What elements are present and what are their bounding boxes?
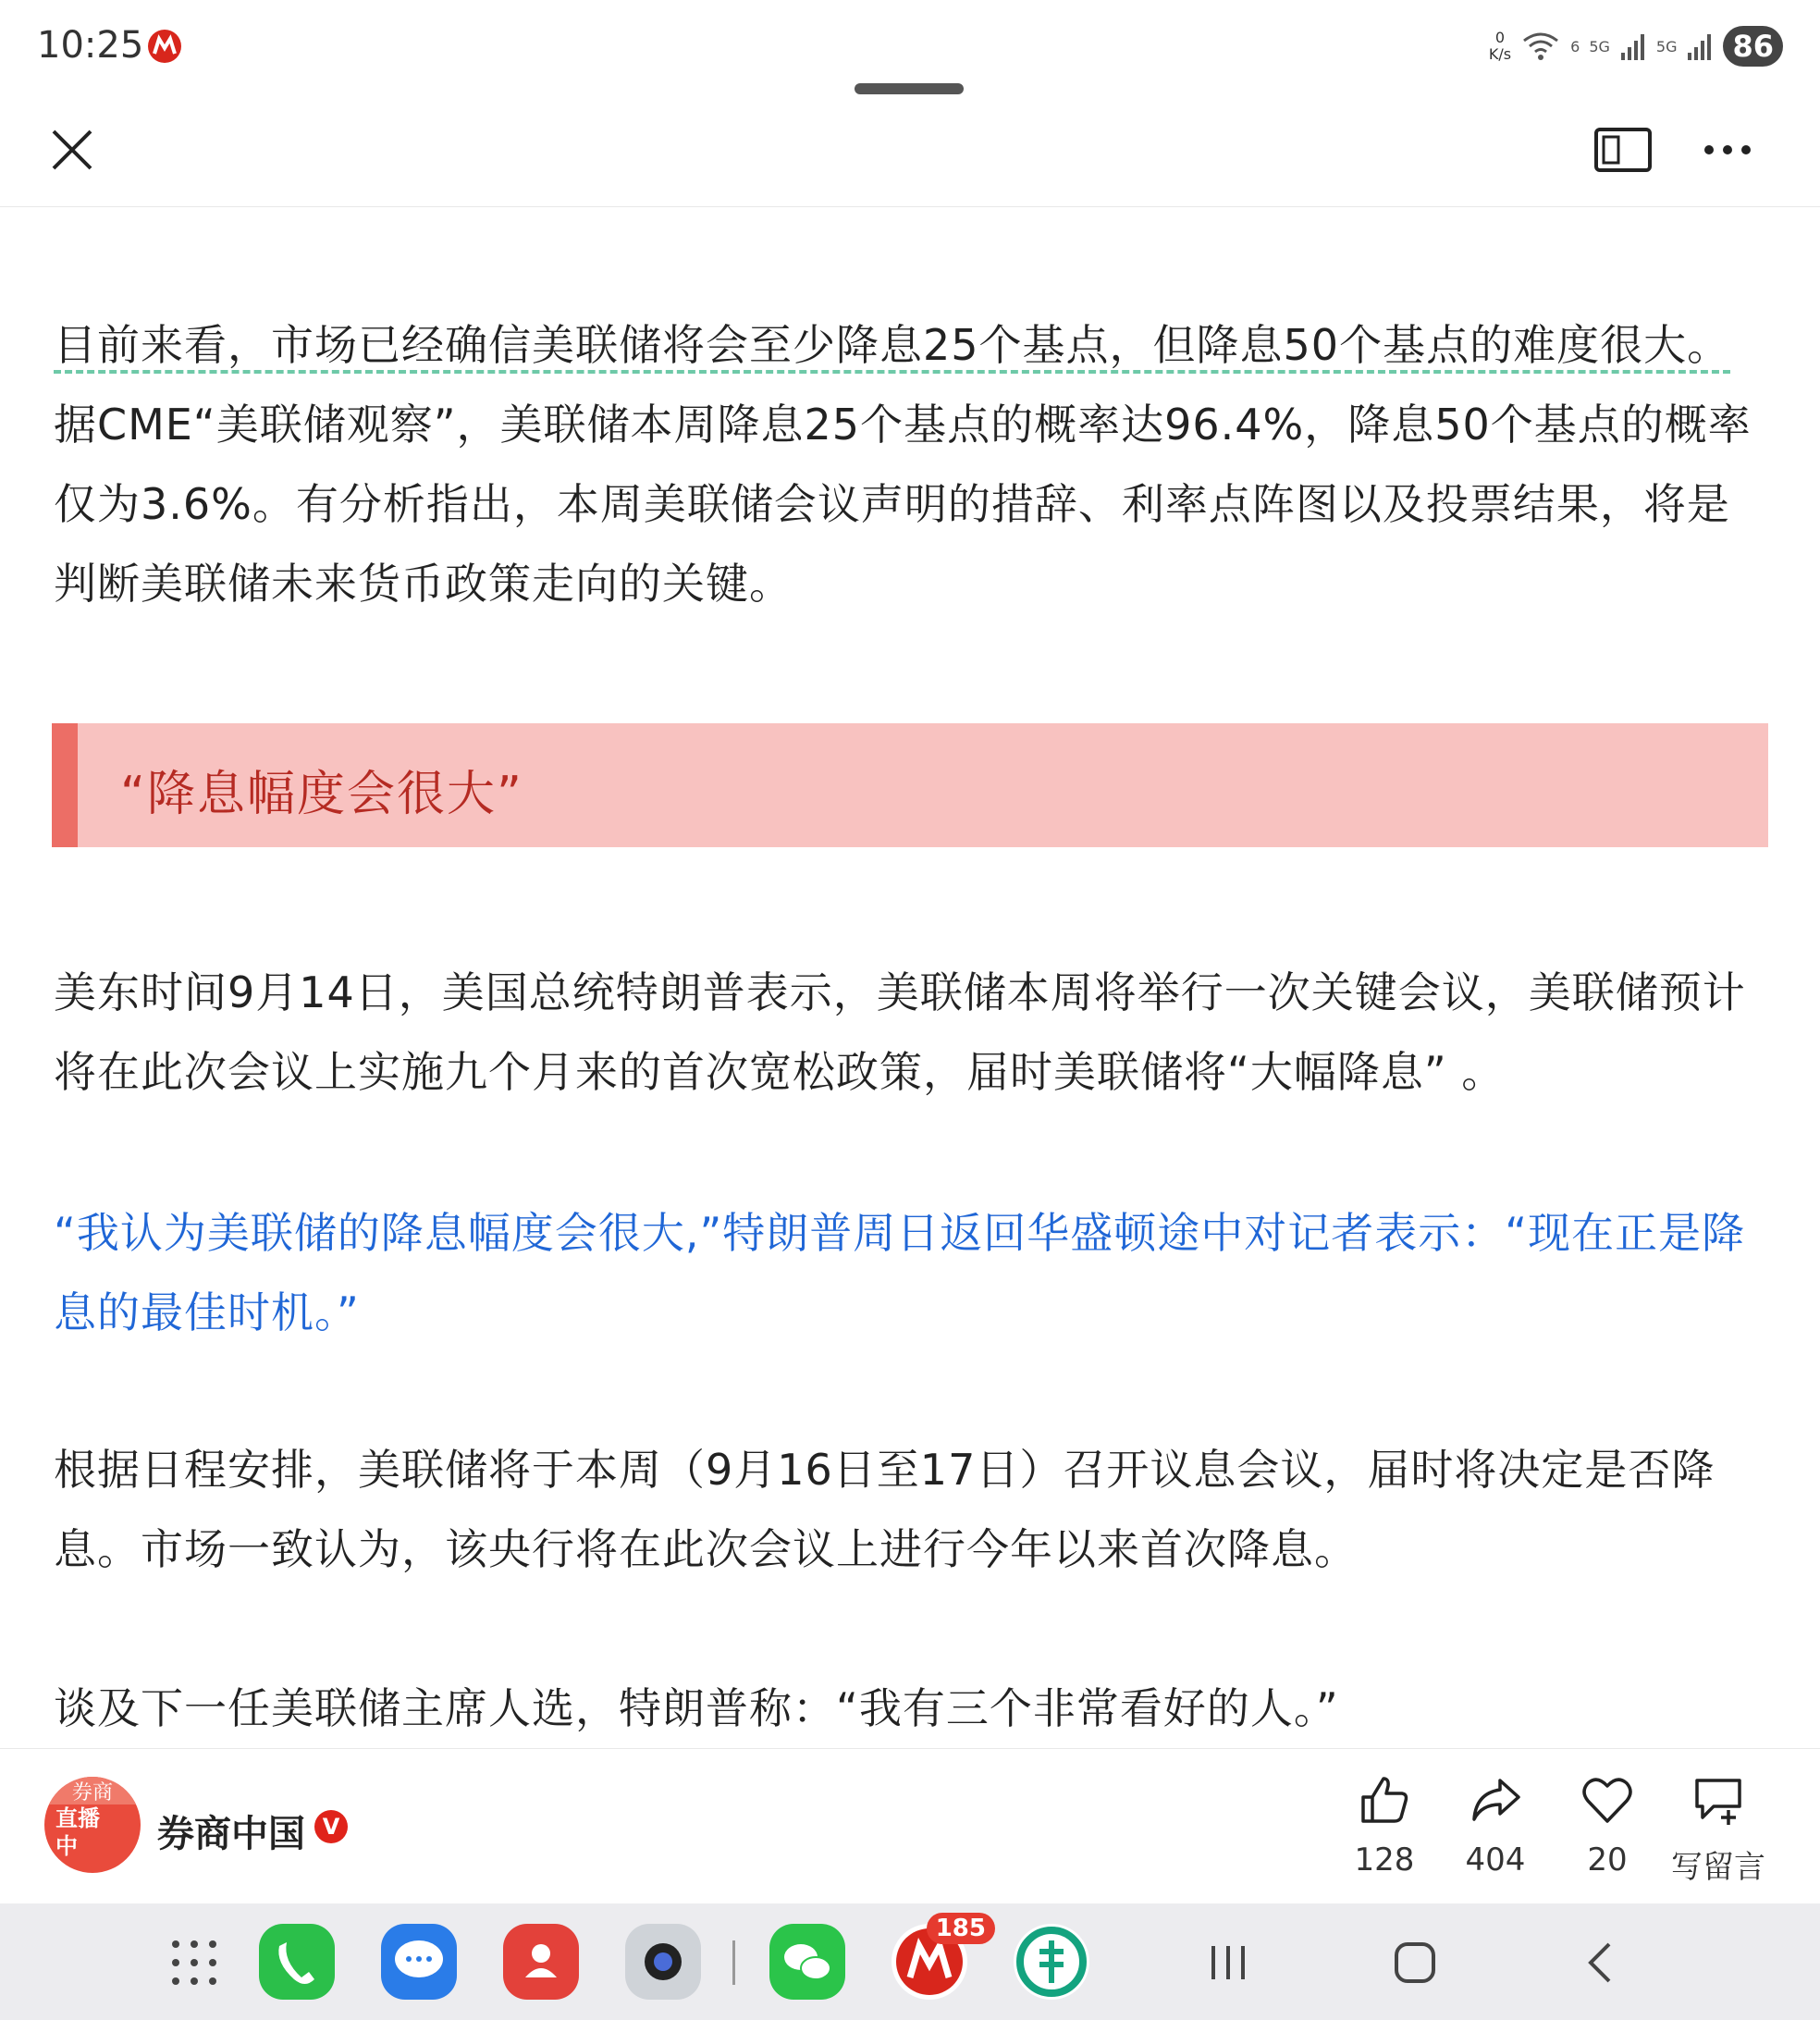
heart-icon <box>1580 1773 1634 1827</box>
more-icon[interactable] <box>1700 124 1755 176</box>
net-speed-unit: K/s <box>1488 45 1512 63</box>
write-comment-button[interactable] <box>1663 1773 1774 1887</box>
section-heading <box>52 723 1768 847</box>
camera-icon <box>625 1924 701 2000</box>
author-name[interactable]: 券商中国 <box>157 1813 305 1855</box>
net-speed <box>1489 30 1511 63</box>
top-toolbar <box>0 102 1820 207</box>
sheet-grabber[interactable] <box>855 83 964 94</box>
status-icons <box>1489 26 1783 67</box>
split-view-icon[interactable] <box>1592 124 1654 176</box>
article-paragraph-2: 美东时间9月14日，美国总统特朗普表示，美联储本周将举行一次关键会议，美联储预计将在此次会议上实施九个月来的首次宽松政策，届时美联储将“大幅降息” 。 <box>54 967 1746 1097</box>
messages-app-icon[interactable] <box>381 1924 457 2000</box>
signal-label-1: 5G <box>1589 37 1610 55</box>
phone-app-icon[interactable] <box>259 1924 335 2000</box>
live-label-line-1: 直播 <box>55 1805 100 1831</box>
live-label-line-2: 中 <box>55 1833 78 1859</box>
dock-divider <box>732 1940 735 1985</box>
highlighted-sentence[interactable]: 目前来看，市场已经确信美联储将会至少降息25个基点，但降息50个基点的难度很大。 <box>54 320 1730 374</box>
camera-app-icon[interactable] <box>625 1924 701 2000</box>
status-time: 10:25 <box>37 24 144 67</box>
thumbs-up-icon <box>1358 1773 1411 1827</box>
close-icon[interactable] <box>46 124 98 176</box>
heading-accent-bar <box>52 723 78 847</box>
signal-label-wifi: 6 <box>1570 37 1580 55</box>
net-speed-value: 0 <box>1494 29 1506 46</box>
favorite-button[interactable] <box>1552 1773 1663 1878</box>
section-heading-text: “降息幅度会很大” <box>120 767 523 822</box>
cmb-bank-app-icon[interactable] <box>892 1915 986 2000</box>
share-count: 404 <box>1465 1841 1526 1878</box>
wechat-app-icon[interactable] <box>769 1924 845 2000</box>
article-paragraph-4: 根据日程安排，美联储将于本周（9月16日至17日）召开议息会议，届时将决定是否降息。市场一致认为，该央行将在此次会议上进行今年以来首次降息。 <box>54 1445 1715 1574</box>
battery-level: 86 <box>1723 26 1783 67</box>
article-paragraph-1 <box>54 305 1766 623</box>
message-bubble-icon <box>381 1924 457 2000</box>
wifi-icon <box>1520 30 1561 63</box>
wechat-icon <box>769 1924 845 2000</box>
avatar-logo-text: 券商 <box>44 1777 141 1804</box>
share-button[interactable] <box>1440 1773 1551 1878</box>
signal-label-2: 5G <box>1655 37 1678 55</box>
contacts-app-icon[interactable] <box>503 1924 579 2000</box>
signal-icon-2 <box>1686 32 1714 60</box>
write-comment-label: 写留言 <box>1671 1849 1765 1886</box>
taskbar-dock <box>0 1903 1820 2020</box>
person-icon <box>503 1924 579 2000</box>
notification-badge: 185 <box>927 1913 995 1944</box>
like-count: 128 <box>1354 1841 1415 1878</box>
article-paragraph-5: 谈及下一任美联储主席人选，特朗普称：“我有三个非常看好的人。” <box>54 1683 1339 1733</box>
abc-logo-icon <box>1014 1924 1089 2000</box>
abc-bank-app-icon[interactable] <box>1014 1924 1089 2000</box>
author-avatar[interactable] <box>44 1777 141 1873</box>
back-icon[interactable] <box>1574 1935 1629 1990</box>
like-button[interactable] <box>1329 1773 1440 1878</box>
paragraph-1-rest: 据CME“美联储观察”，美联储本周降息25个基点的概率达96.4%，降息50个基点的概率仅为3.6%。有分析指出，本周美联储会议声明的措辞、利率点阵图以及投票结果，将是判断美联储未来货币政策走向的关键。 <box>54 400 1752 609</box>
home-icon[interactable] <box>1387 1935 1443 1990</box>
verified-badge: V <box>314 1810 348 1843</box>
live-label <box>55 1804 100 1860</box>
phone-icon <box>259 1924 335 2000</box>
article-action-bar <box>0 1748 1820 1903</box>
share-icon <box>1469 1773 1522 1827</box>
signal-icon <box>1619 32 1647 60</box>
app-drawer-icon[interactable] <box>166 1935 222 1990</box>
status-bar <box>0 0 1820 92</box>
cmb-app-icon <box>146 28 183 65</box>
favorite-count: 20 <box>1587 1841 1628 1878</box>
comment-plus-icon <box>1691 1773 1745 1827</box>
recent-apps-icon[interactable] <box>1200 1935 1256 1990</box>
article-quote: “我认为美联储的降息幅度会很大,”特朗普周日返回华盛顿途中对记者表示：“现在正是降息的最佳时机。” <box>54 1208 1746 1337</box>
